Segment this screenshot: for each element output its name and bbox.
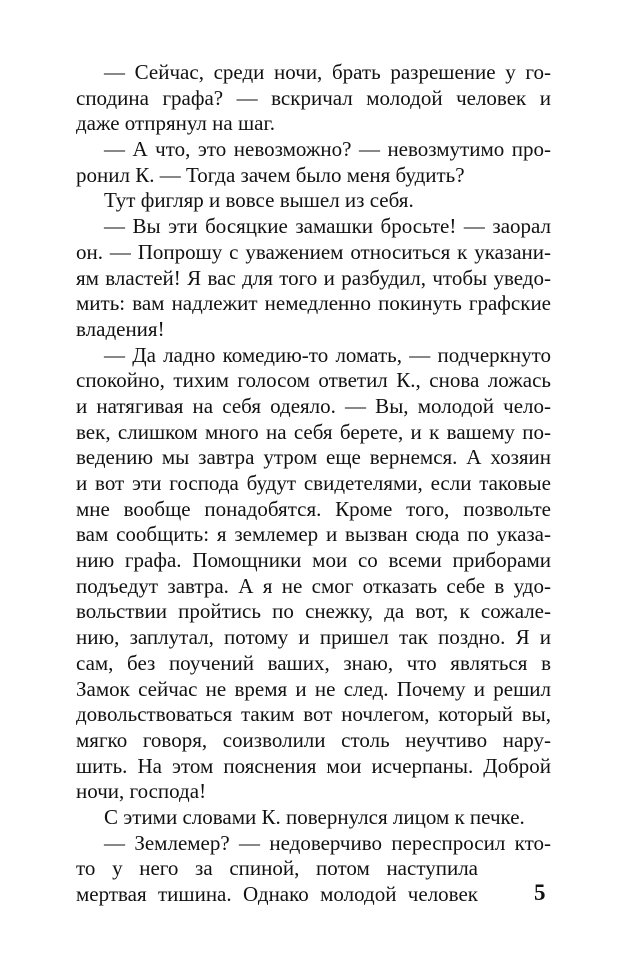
text-line: нию, заплутал, потому и пришел так поздно. Я и xyxy=(76,625,551,650)
text-line: — А что, это невозможно? — невозмутимо про- xyxy=(104,137,551,162)
text-line: — Сейчас, среди ночи, брать разрешение у го- xyxy=(104,60,551,84)
text-line: мить: вам надлежит немедленно покинуть графские xyxy=(76,291,551,316)
text-line: владения! xyxy=(76,316,165,341)
text-line: ронил К. — Тогда зачем было меня будить? xyxy=(76,162,465,187)
text-line: мне вообще понадобятся. Кроме того, позвольте xyxy=(76,496,551,521)
text-line: мертвая тишина. Однако молодой человек xyxy=(76,882,478,906)
text-line: ям властей! Я вас для того и разбудил, чтобы уведо- xyxy=(76,265,551,290)
text-line: век, слишком много на себя берете, и к вашему по- xyxy=(76,419,551,444)
text-line: то у него за спиной, потом наступила xyxy=(76,856,478,881)
text-line: он. — Попрошу с уважением относиться к указани- xyxy=(76,239,551,264)
text-line: вам сообщить: я землемер и вызван сюда по указа- xyxy=(76,522,551,547)
text-line: Тут фигляр и вовсе вышел из себя. xyxy=(104,188,414,213)
text-line: нию графа. Помощники мои со всеми приборами xyxy=(76,548,551,573)
text-line: мягко говоря, соизволили столь неучтиво нару- xyxy=(76,727,551,752)
text-line: даже отпрянул на шаг. xyxy=(76,111,275,136)
text-line: Замок сейчас не время и не след. Почему и решил xyxy=(76,676,551,701)
text-line: довольствоваться таким вот ночлегом, который вы, xyxy=(76,702,551,727)
text-line: и вот эти господа будут свидетелями, если таковые xyxy=(76,471,551,495)
page-number: 5 xyxy=(534,880,546,905)
text-line: — Да ладно комедию-то ломать, — подчеркнуто xyxy=(104,342,551,367)
text-line: спокойно, тихим голосом ответил К., снова ложась xyxy=(76,368,551,393)
text-line: ведению мы завтра утром еще вернемся. А хозяин xyxy=(76,445,551,470)
text-line: и натягивая на себя одеяло. — Вы, молодой чело- xyxy=(76,393,551,418)
text-line: — Землемер? — недоверчиво переспросил кто- xyxy=(104,830,551,855)
text-line: вольствии пройтись по снежку, да вот, к сожале- xyxy=(76,599,551,624)
text-line: ночи, господа! xyxy=(76,779,207,804)
text-line: — Вы эти босяцкие замашки бросьте! — заорал xyxy=(104,214,551,239)
book-page-text xyxy=(76,60,551,908)
text-line: шить. На этом пояснения мои исчерпаны. Доброй xyxy=(76,753,551,778)
text-line: сподина графа? — вскричал молодой человек и xyxy=(76,85,551,110)
text-line: подъедут завтра. А я не смог отказать себе в удо- xyxy=(76,573,551,598)
text-line: С этими словами К. повернулся лицом к печке. xyxy=(104,804,525,829)
text-line: сам, без поучений ваших, знаю, что являться в xyxy=(76,650,551,675)
